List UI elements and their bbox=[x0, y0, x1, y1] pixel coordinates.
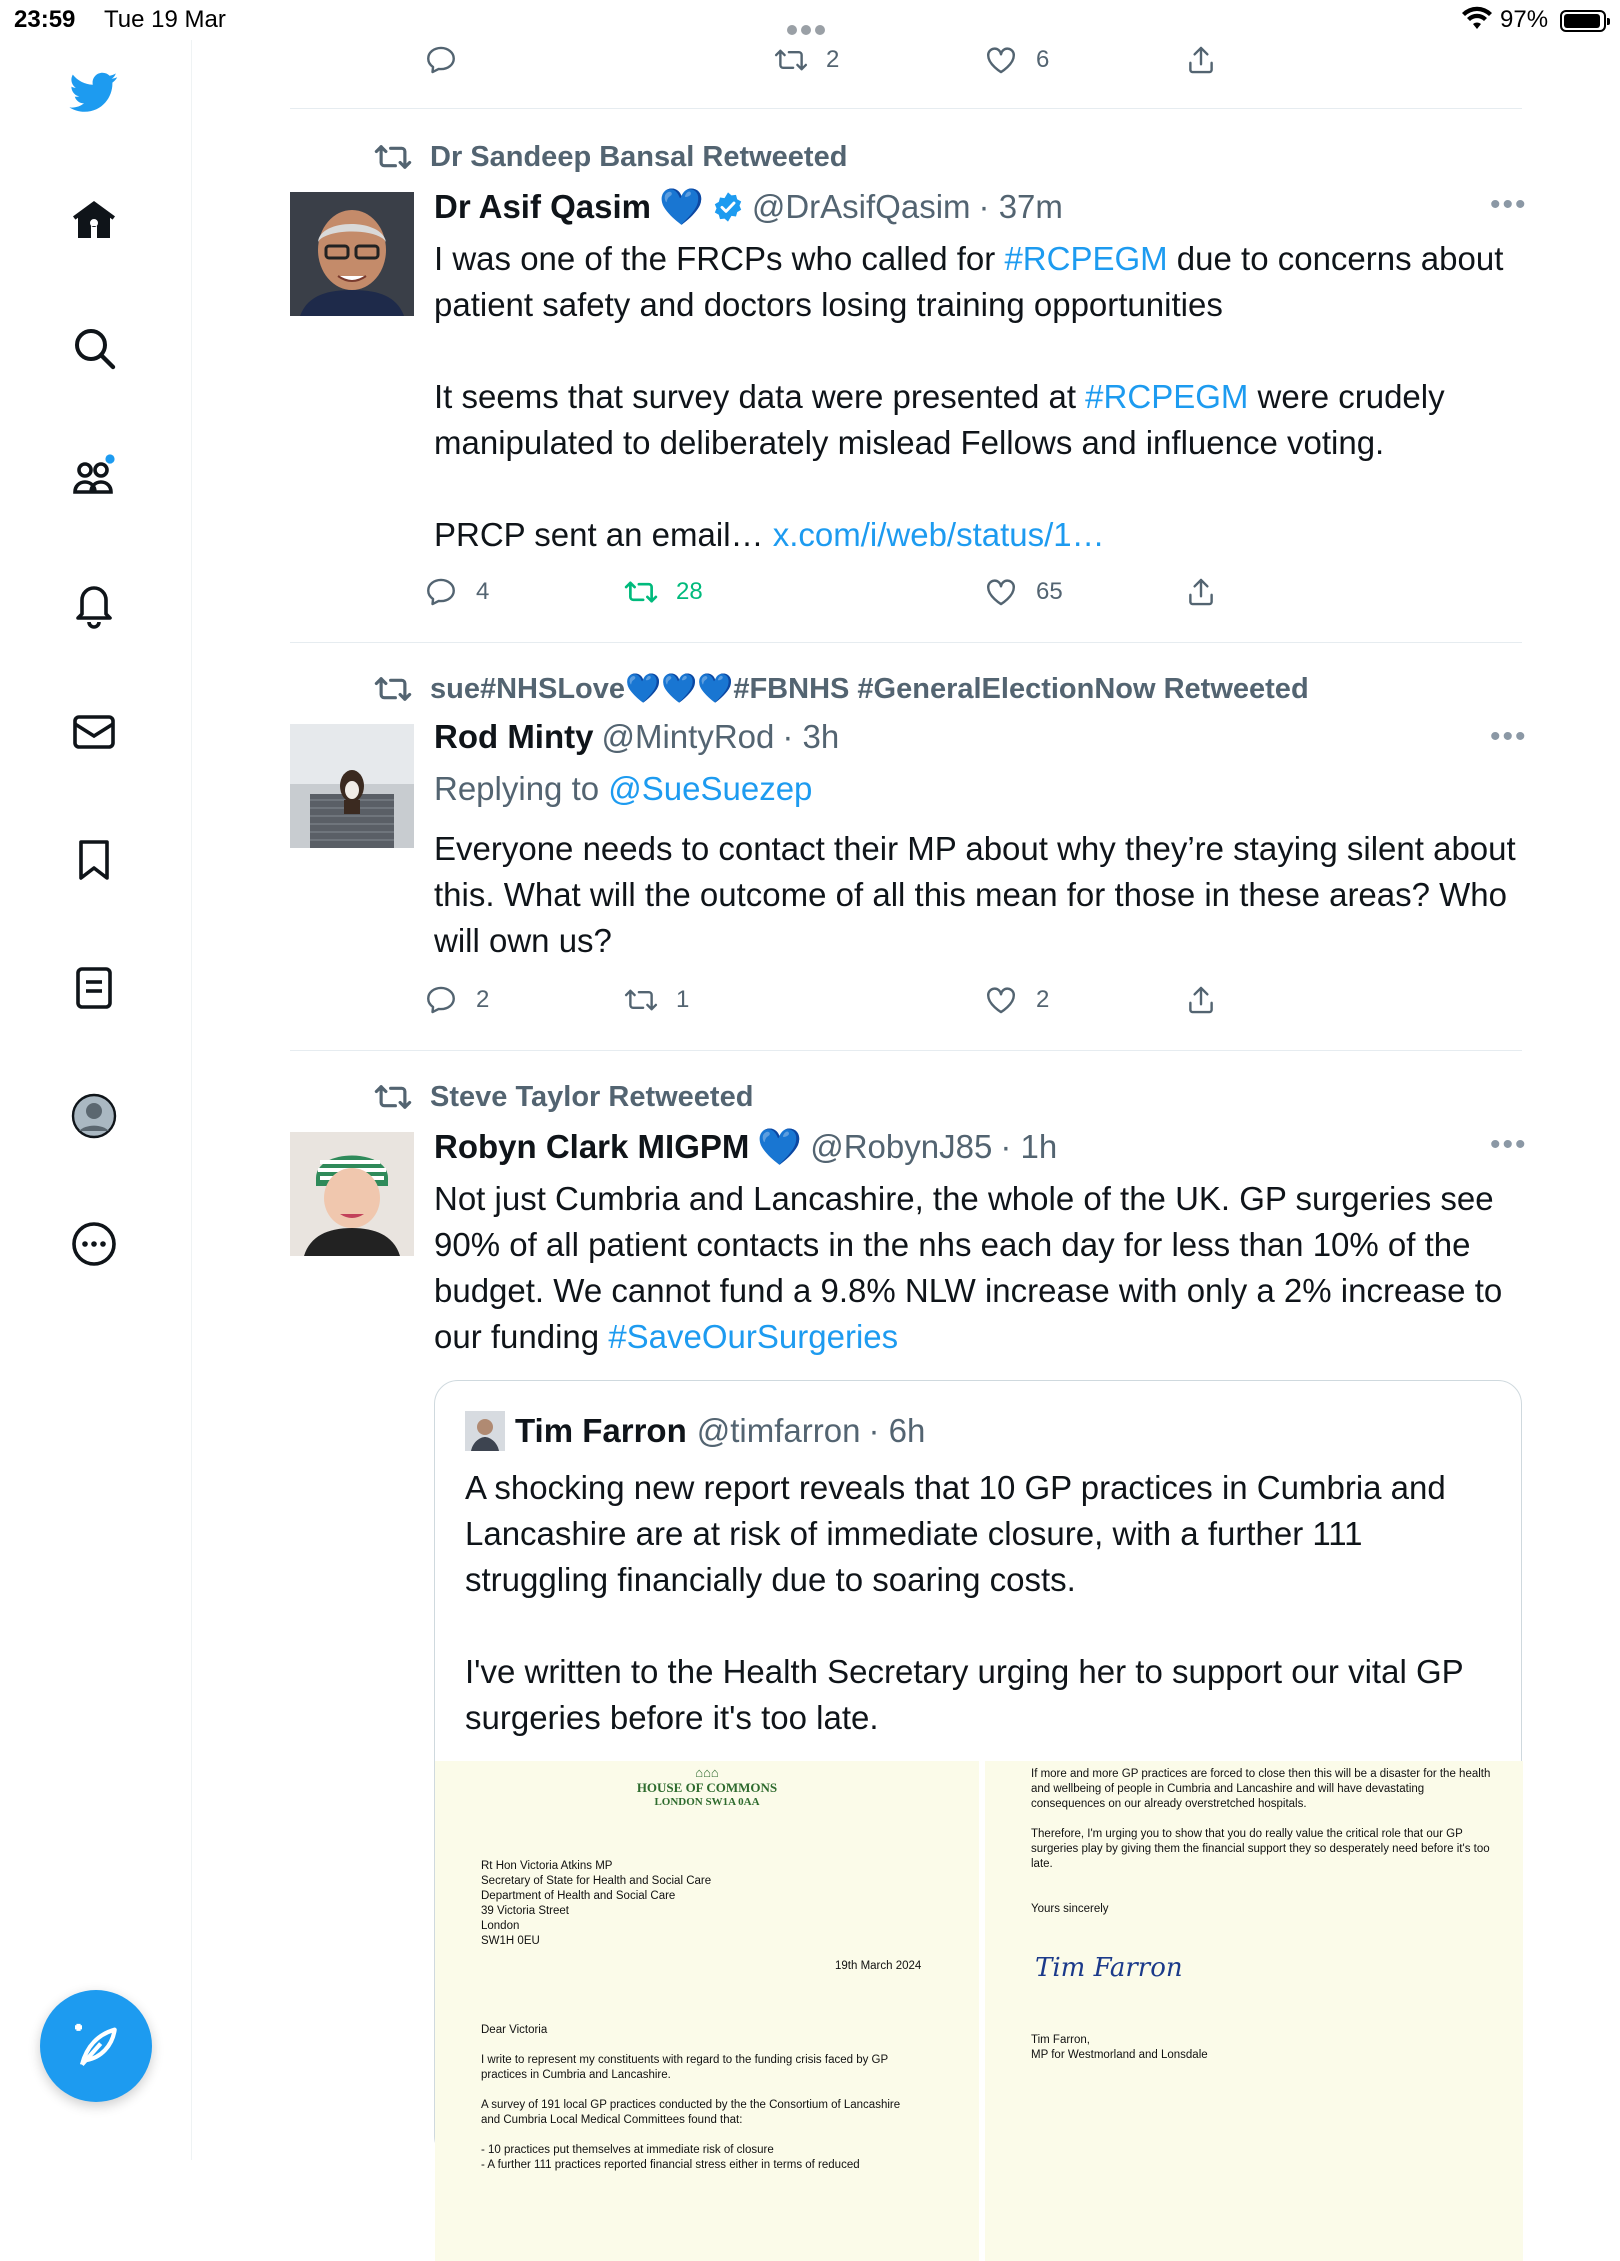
like-count: 6 bbox=[1036, 46, 1050, 73]
letter-page-2[interactable] bbox=[979, 1761, 1523, 2261]
retweet-icon bbox=[774, 43, 808, 77]
hashtag-link[interactable]: #SaveOurSurgeries bbox=[608, 1318, 899, 1355]
quoted-display-name: Tim Farron bbox=[515, 1412, 687, 1449]
heart-icon bbox=[984, 575, 1018, 609]
share-icon bbox=[1184, 983, 1218, 1017]
status-time: 23:59 bbox=[14, 6, 76, 33]
bookmarks-icon[interactable] bbox=[66, 832, 122, 888]
display-name[interactable]: Rod Minty bbox=[434, 718, 594, 755]
divider bbox=[290, 1050, 1522, 1051]
quoted-tweet-text: A shocking new report reveals that 10 GP practices in Cumbria and Lancashire are at risk of immediate closure, with a further 111 struggling financially due to soaring costs. I've written to the Health Secretary urging her to support our vital GP surgeries before it's too late. bbox=[465, 1469, 1464, 1736]
retweeted-by-line[interactable] bbox=[374, 1078, 753, 1116]
tweet-time[interactable]: · 3h bbox=[782, 718, 840, 755]
share-icon bbox=[1184, 43, 1218, 77]
more-options-icon[interactable]: ••• bbox=[1490, 1128, 1528, 1161]
avatar[interactable] bbox=[290, 724, 414, 848]
like-count: 65 bbox=[1036, 578, 1063, 605]
retweet-icon bbox=[374, 138, 412, 176]
tweet-actions bbox=[434, 572, 1134, 612]
retweet-count: 1 bbox=[676, 986, 690, 1013]
retweet-icon bbox=[624, 983, 658, 1017]
handwritten-signature: Tim Farron bbox=[1035, 1953, 1183, 1983]
compose-feather-icon bbox=[68, 2018, 124, 2074]
hashtag-link[interactable]: #RCPEGM bbox=[1004, 240, 1168, 277]
reply-button[interactable] bbox=[424, 40, 476, 80]
more-options-icon[interactable]: ••• bbox=[1490, 720, 1528, 753]
messages-envelope-icon[interactable] bbox=[66, 704, 122, 760]
lists-icon[interactable] bbox=[66, 960, 122, 1016]
tweet-actions bbox=[434, 980, 1134, 1020]
hashtag-link[interactable]: #RCPEGM bbox=[1085, 378, 1249, 415]
retweet-count: 2 bbox=[826, 46, 840, 73]
letter-body-continued: If more and more GP practices are forced to close then this will be a disaster for the health and wellbeing of people in Cumbria and Lancashire and will have devastating consequences on our already overstretched hospitals. Therefore, I'm urging you to show that you do really value the critical role that our GP surgeries play by giving them the financial support they so desperately need before it's too late. Yours sincerely bbox=[1031, 1768, 1491, 1915]
more-options-circle-icon[interactable] bbox=[66, 1216, 122, 1272]
display-name[interactable]: Robyn Clark MIGPM bbox=[434, 1128, 750, 1165]
like-button[interactable] bbox=[984, 40, 1049, 80]
retweeted-by-line[interactable] bbox=[374, 138, 847, 176]
retweeted-by-text: Steve Taylor Retweeted bbox=[430, 1080, 754, 1113]
tweet-text: Not just Cumbria and Lancashire, the whole of the UK. GP surgeries see 90% of all patient contacts in the nhs each day for less than 10% of the budget. We cannot fund a 9.8% NLW increase with only a 2% increase to our funding #SaveOurSurgeries bbox=[434, 1180, 1503, 1355]
replying-to-handle[interactable]: @SueSuezep bbox=[608, 770, 813, 807]
home-icon[interactable] bbox=[66, 192, 122, 248]
quoted-time: · 6h bbox=[868, 1412, 926, 1449]
quoted-tweet[interactable] bbox=[434, 1380, 1522, 2171]
letter-images[interactable] bbox=[435, 1761, 1523, 2261]
share-button[interactable] bbox=[1184, 40, 1236, 80]
like-button[interactable] bbox=[984, 980, 1049, 1020]
retweet-button[interactable] bbox=[774, 40, 839, 80]
display-name[interactable]: Dr Asif Qasim bbox=[434, 188, 652, 225]
quoted-tweet-header bbox=[465, 1411, 925, 1451]
heart-icon bbox=[984, 43, 1018, 77]
reply-count: 4 bbox=[476, 578, 490, 605]
notifications-bell-icon[interactable] bbox=[66, 576, 122, 632]
letter-page-1[interactable] bbox=[435, 1761, 979, 2261]
retweet-button[interactable] bbox=[624, 980, 689, 1020]
tweet-actions-previous bbox=[434, 40, 1134, 80]
profile-avatar-icon[interactable] bbox=[66, 1088, 122, 1144]
status-url-link[interactable]: x.com/i/web/status/1… bbox=[772, 516, 1105, 553]
like-count: 2 bbox=[1036, 986, 1050, 1013]
sidebar bbox=[0, 40, 192, 2160]
recipient-address: Rt Hon Victoria Atkins MP Secretary of State for Health and Social Care Department of Health and Social Care 39 Victoria Street London SW1H 0EU bbox=[481, 1860, 712, 1947]
status-bar bbox=[0, 0, 1620, 40]
house-of-commons-crest: ⌂⌂⌂ HOUSE OF COMMONS LONDON SW1A 0AA bbox=[435, 1765, 979, 1810]
share-button[interactable] bbox=[1184, 572, 1236, 612]
user-handle[interactable]: @DrAsifQasim bbox=[751, 188, 971, 225]
battery-percent: 97% bbox=[1500, 6, 1549, 33]
heart-icon bbox=[984, 983, 1018, 1017]
blue-heart-emoji: 💙 bbox=[757, 1126, 803, 1167]
verified-badge-icon bbox=[712, 191, 744, 223]
more-options-icon[interactable]: ••• bbox=[1490, 188, 1528, 221]
retweet-icon bbox=[374, 670, 412, 708]
quoted-avatar bbox=[465, 1411, 505, 1451]
quoted-handle: @timfarron bbox=[696, 1412, 861, 1449]
letter-body: Dear Victoria I write to represent my constituents with regard to the funding crisis faced by GP practices in Cumbria and Lancashire. A survey of 191 local GP practices conducted by the the Consortium of Lancashire and Cumbria Local Medical Committees found that: - 10 practices put themselves at immediate risk of closure - A further 111 practices reported financial stress either in terms of reduced bbox=[481, 2024, 901, 2171]
like-button[interactable] bbox=[984, 572, 1063, 612]
blue-heart-emoji: 💙 bbox=[659, 186, 704, 227]
user-handle[interactable]: @MintyRod bbox=[601, 718, 775, 755]
letter-date: 19th March 2024 bbox=[835, 1960, 922, 1972]
retweeted-by-text: sue#NHSLove💙💙💙#FBNHS #GeneralElectionNow Retweeted bbox=[430, 673, 1309, 705]
retweet-icon bbox=[624, 575, 658, 609]
replying-to: Replying to @SueSuezep bbox=[434, 770, 813, 807]
twitter-logo-icon[interactable] bbox=[66, 64, 122, 120]
wifi-icon bbox=[1462, 6, 1492, 32]
avatar[interactable] bbox=[290, 1132, 414, 1256]
letter-sign-off: Tim Farron, MP for Westmorland and Lonsdale bbox=[1031, 2034, 1208, 2061]
retweeted-by-line[interactable] bbox=[374, 670, 1309, 708]
divider bbox=[290, 108, 1522, 109]
retweeted-by-text: Dr Sandeep Bansal Retweeted bbox=[430, 140, 848, 173]
reply-button[interactable] bbox=[424, 980, 489, 1020]
battery-icon bbox=[1560, 10, 1606, 32]
tweet-text: I was one of the FRCPs who called for #RCPEGM due to concerns about patient safety and doctors losing training opportunities It seems that survey data were presented at #RCPEGM were crudely manipulated to deliberately mislead Fellows and influence voting. PRCP sent an email… x.com/i/web/status/1… bbox=[434, 240, 1504, 553]
reply-bubble-icon bbox=[424, 983, 458, 1017]
retweet-icon bbox=[374, 1078, 412, 1116]
retweet-count: 28 bbox=[676, 578, 703, 605]
search-icon[interactable] bbox=[66, 320, 122, 376]
multitask-dots-icon[interactable] bbox=[787, 14, 833, 26]
tweet-time[interactable]: · 37m bbox=[978, 188, 1063, 225]
portcullis-icon: ⌂⌂⌂ bbox=[695, 1765, 719, 1780]
retweet-button[interactable] bbox=[624, 572, 703, 612]
reply-count: 2 bbox=[476, 986, 490, 1013]
compose-tweet-button[interactable] bbox=[40, 1990, 152, 2102]
reply-bubble-icon bbox=[424, 575, 458, 609]
communities-icon[interactable] bbox=[66, 448, 122, 504]
tweet-header bbox=[434, 186, 1063, 228]
status-date: Tue 19 Mar bbox=[104, 6, 226, 33]
reply-bubble-icon bbox=[424, 43, 458, 77]
tweet-text: Everyone needs to contact their MP about why they’re staying silent about this. What will the outcome of all this mean for those in these areas? Who will own us? bbox=[434, 830, 1516, 959]
tweet-time[interactable]: · 1h bbox=[1000, 1128, 1058, 1165]
user-handle[interactable]: @RobynJ85 bbox=[810, 1128, 993, 1165]
tweet-header bbox=[434, 1126, 1057, 1168]
share-icon bbox=[1184, 575, 1218, 609]
avatar[interactable] bbox=[290, 192, 414, 316]
tweet-header bbox=[434, 718, 839, 756]
divider bbox=[290, 642, 1522, 643]
reply-button[interactable] bbox=[424, 572, 489, 612]
share-button[interactable] bbox=[1184, 980, 1236, 1020]
